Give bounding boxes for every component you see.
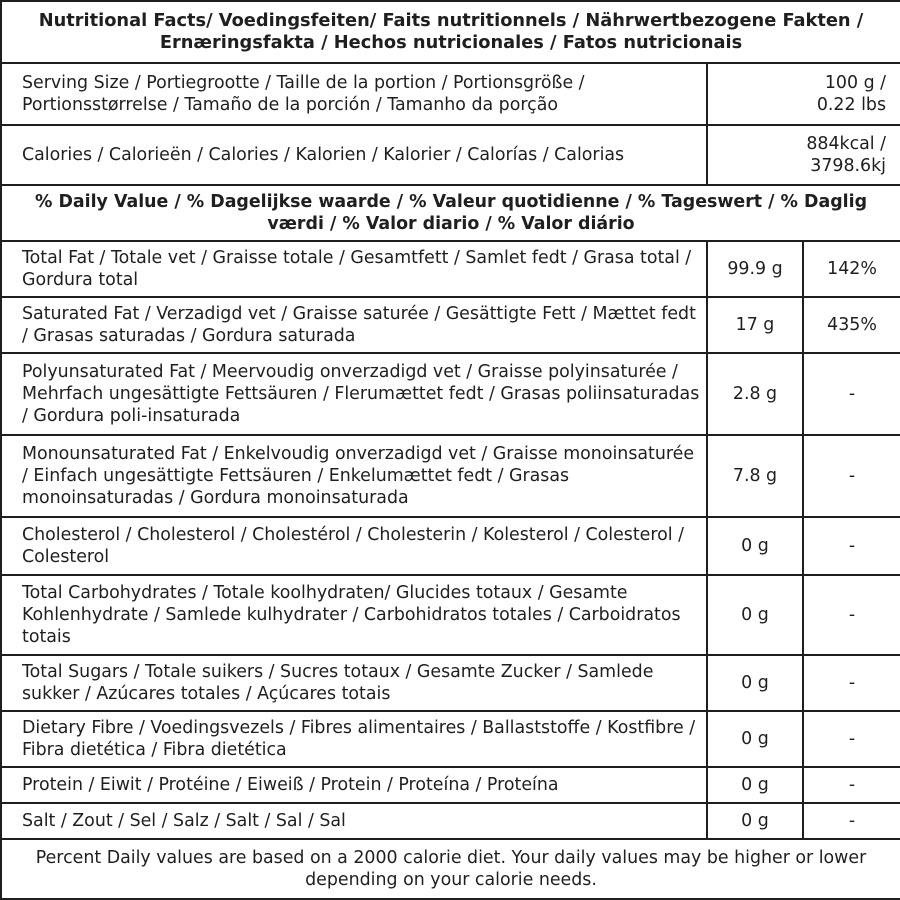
nutrient-amount: 17 g	[707, 297, 803, 353]
nutrient-label: Saturated Fat / Verzadigd vet / Graisse saturée / Gesättigte Fett / Mættet fedt / Grasas saturadas / Gordura saturada	[1, 297, 707, 353]
nutrient-row	[1, 353, 900, 435]
nutrient-label: Salt / Zout / Sel / Salz / Salt / Sal / Sal	[1, 803, 707, 839]
nutrient-daily-value: -	[803, 575, 900, 655]
serving-size-row	[1, 63, 900, 125]
calories-kcal: 884kcal /	[806, 134, 887, 154]
nutrient-daily-value: -	[803, 711, 900, 767]
nutrient-amount: 0 g	[707, 767, 803, 803]
nutrient-label: Monounsaturated Fat / Enkelvoudig onverzadigd vet / Graisse monoinsaturée / Einfach ungesättigte Fettsäuren / Enkelumættet fedt / Grasas monoinsaturadas / Gordura monoinsaturada	[1, 435, 707, 517]
nutrient-row	[1, 767, 900, 803]
nutrient-amount: 7.8 g	[707, 435, 803, 517]
nutrient-amount: 2.8 g	[707, 353, 803, 435]
nutrient-label: Total Fat / Totale vet / Graisse totale / Gesamtfett / Samlet fedt / Grasa total / Gordura total	[1, 241, 707, 297]
nutrient-amount: 0 g	[707, 711, 803, 767]
nutrient-row	[1, 711, 900, 767]
nutrient-amount: 0 g	[707, 655, 803, 711]
nutrient-daily-value: -	[803, 353, 900, 435]
footer-row	[1, 839, 900, 899]
nutrient-label: Total Carbohydrates / Totale koolhydraten/ Glucides totaux / Gesamte Kohlenhydrate / Samlede kulhydrater / Carbohidratos totales / Carboidratos totais	[1, 575, 707, 655]
nutrient-row	[1, 803, 900, 839]
serving-size-label: Serving Size / Portiegrootte / Taille de la portion / Portionsgröße / Portionsstørrelse / Tamaño de la porción / Tamanho da porção	[1, 63, 707, 125]
nutrient-amount: 99.9 g	[707, 241, 803, 297]
nutrient-label: Dietary Fibre / Voedingsvezels / Fibres alimentaires / Ballaststoffe / Kostfibre / Fibra dietética / Fibra dietética	[1, 711, 707, 767]
daily-value-header: % Daily Value / % Dagelijkse waarde / % Valeur quotidienne / % Tageswert / % Daglig værdi / % Valor diario / % Valor diário	[1, 185, 900, 241]
nutrient-row	[1, 517, 900, 575]
nutrient-label: Polyunsaturated Fat / Meervoudig onverzadigd vet / Graisse polyinsaturée / Mehrfach ungesättigte Fettsäuren / Flerumættet fedt / Grasas poliinsaturadas / Gordura poli-insaturada	[1, 353, 707, 435]
title-row	[1, 1, 900, 63]
calories-kj: 3798.6kj	[810, 156, 887, 176]
nutrient-amount: 0 g	[707, 517, 803, 575]
calories-value	[707, 125, 900, 185]
calories-label: Calories / Calorieën / Calories / Kalorien / Kalorier / Calorías / Calorias	[1, 125, 707, 185]
nutrient-label: Protein / Eiwit / Protéine / Eiweiß / Protein / Proteína / Proteína	[1, 767, 707, 803]
nutrient-row	[1, 575, 900, 655]
nutrient-daily-value: -	[803, 435, 900, 517]
serving-size-value	[707, 63, 900, 125]
calories-row	[1, 125, 900, 185]
nutrient-row	[1, 241, 900, 297]
serving-size-imperial: 0.22 lbs	[816, 95, 887, 115]
nutrient-daily-value: 142%	[803, 241, 900, 297]
nutrient-row	[1, 435, 900, 517]
footer-note: Percent Daily values are based on a 2000 calorie diet. Your daily values may be higher or lower depending on your calorie needs.	[1, 839, 900, 899]
nutrient-row	[1, 297, 900, 353]
nutrient-daily-value: 435%	[803, 297, 900, 353]
nutrient-daily-value: -	[803, 655, 900, 711]
nutrient-daily-value: -	[803, 767, 900, 803]
nutrient-label: Total Sugars / Totale suikers / Sucres totaux / Gesamte Zucker / Samlede sukker / Azúcares totales / Açúcares totais	[1, 655, 707, 711]
nutrient-amount: 0 g	[707, 575, 803, 655]
title: Nutritional Facts/ Voedingsfeiten/ Faits nutritionnels / Nährwertbezogene Fakten / Ernæringsfakta / Hechos nutricionales / Fatos nutricionais	[1, 1, 900, 63]
nutrient-daily-value: -	[803, 803, 900, 839]
nutrient-amount: 0 g	[707, 803, 803, 839]
nutrient-daily-value: -	[803, 517, 900, 575]
nutrient-row	[1, 655, 900, 711]
daily-value-header-row	[1, 185, 900, 241]
nutrient-label: Cholesterol / Cholesterol / Cholestérol / Cholesterin / Kolesterol / Colesterol / Colesterol	[1, 517, 707, 575]
serving-size-metric: 100 g /	[824, 73, 887, 93]
